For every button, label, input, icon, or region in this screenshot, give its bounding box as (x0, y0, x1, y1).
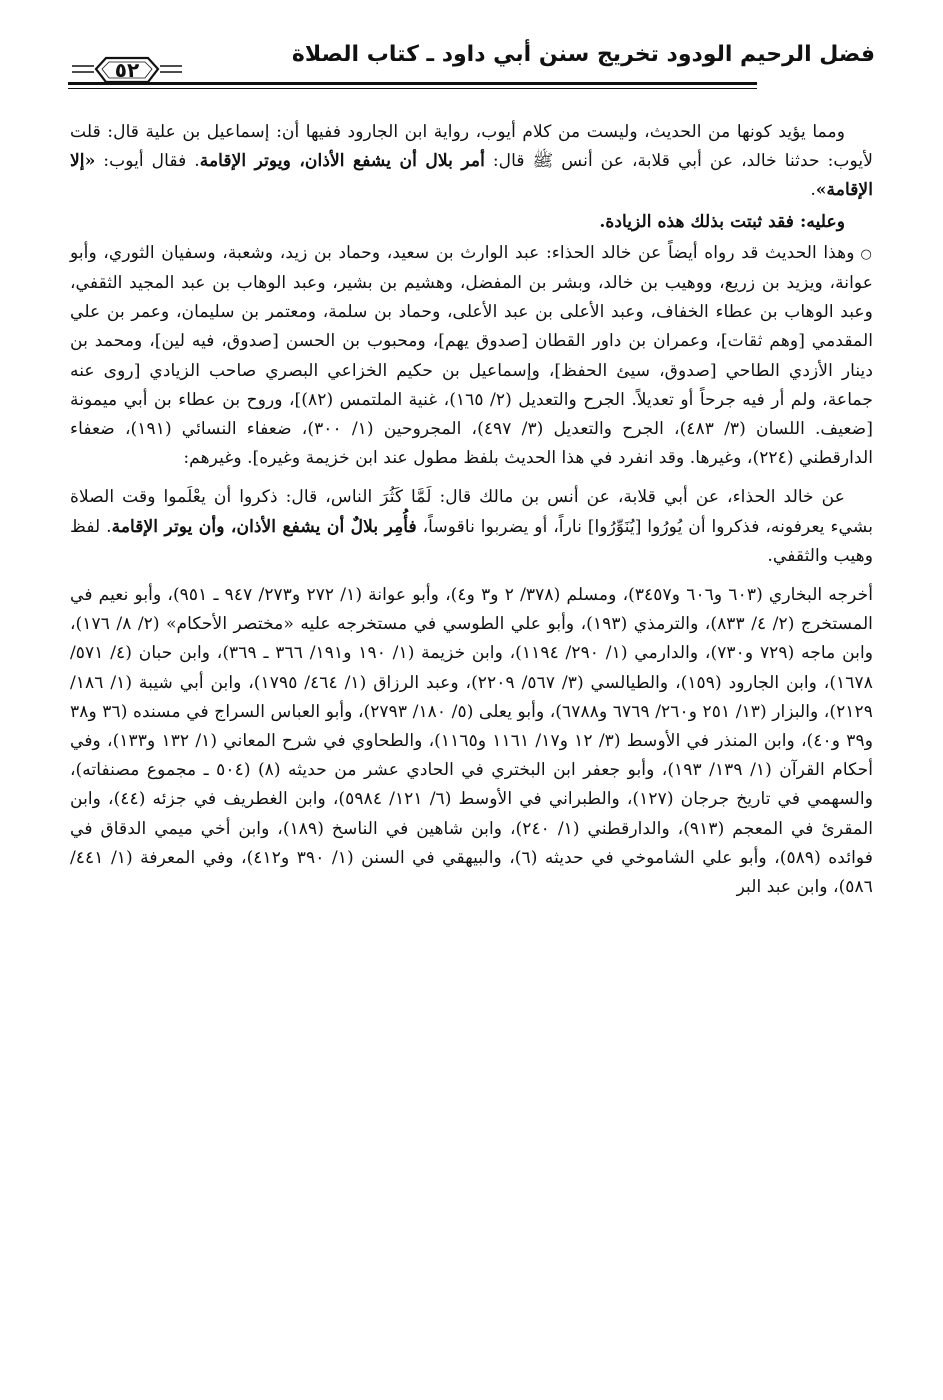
paragraph-text: وهذا الحديث قد رواه أيضاً عن خالد الحذاء: عبد الوارث بن سعيد، وحماد بن زيد، وشعبة، وسفيان الثوري، وأبو عوانة، ويزيد بن زريع، ووهيب بن خالد، وبشر بن المفضل، وهشيم بن بشير، وعبد الوهاب بن عبد المجيد الثقفي، وعبد الوهاب بن عطاء الخفاف، وعبد الأعلى بن عبد الأعلى، وحماد بن سلمة، ومعتمر بن سليمان، وعمر بن علي المقدمي [وهم ثقات]، وعمران بن داور القطان [صدوق يهم]، ومحبوب بن الحسن [صدوق، فيه لين]، ومحمد بن دينار الأزدي الطاحي [صدوق، سيئ الحفظ]، وإسماعيل بن حكيم الخزاعي البصري صاحب الزيادي [روى عنه جماعة، ولم أر فيه جرحاً أو تعديلاً. الجرح والتعديل (٢/ ١٦٥)، غنية الملتمس (٨٢)]، وروح بن عطاء بن أبي ميمونة [ضعيف. اللسان (٣/ ٤٨٣)، الجرح والتعديل (٣/ ٤٩٧)، المجروحين (١/ ٣٠٠)، ضعفاء النسائي (١٩١)، ضعفاء الدارقطني (٢٢٤)، وغيرها. وقد انفرد في هذا الحديث بلفظ مطول عند ابن خزيمة وغيره]. وغيرهم: (70, 242, 873, 469)
narrators-paragraph (70, 239, 873, 474)
running-title: فضل الرحيم الودود تخريج سنن أبي داود ـ كتاب الصلاة (291, 42, 875, 67)
paragraph-text: . (810, 180, 816, 201)
paragraph-text: ومما يؤيد كونها من الحديث، وليست من كلام أيوب، رواية ابن الجارود ففيها أن: إسماعيل بن علية قال: قلت لأيوب: حدثنا خالد، عن أبي قلابة، عن أنس ﷺ قال: (70, 122, 874, 172)
header-rule-thin (68, 88, 757, 89)
header-rule-thick (68, 82, 757, 85)
bullet-icon: ○ (860, 246, 874, 262)
paragraph-text: عن خالد الحذاء، عن أبي قلابة، عن أنس بن مالك قال: لَمَّا كَثُرَ الناس، قال: ذكروا أن يعْلَموا وقت الصلاة بشيء يعرفونه، فذكروا أن يُورُوا [يُنَوِّرُوا] ناراً، أو يضربوا ناقوساً، (70, 487, 873, 537)
hadith-text-paragraph (70, 483, 873, 571)
hadith-bold-quote: «إلا الإقامة» (70, 151, 873, 201)
takhrij-paragraph: أخرجه البخاري (٦٠٣ و٦٠٦ و٣٤٥٧)، ومسلم (٣٧٨/ ٢ و٣ و٤)، وأبو عوانة (١/ ٢٧٢ و٢٧٣/ ٩٤٧ ـ ٩٥١)، وأبو نعيم في المستخرج (٢/ ٤/ ٨٣٣)، والترمذي (١٩٣)، وأبو علي الطوسي في مستخرجه عليه «مختصر الأحكام» (٢/ ٨/ ١٧٦)، وابن ماجه (٧٢٩ و٧٣٠)، والدارمي (١/ ٢٩٠/ ١١٩٤)، وابن خزيمة (١/ ١٩٠ و١٩١/ ٣٦٦ ـ ٣٦٩)، وابن حبان (٤/ ٥٧١/ ١٦٧٨)، وابن الجارود (١٥٩)، والطيالسي (٣/ ٥٦٧/ ٢٢٠٩)، وعبد الرزاق (١/ ٤٦٤/ ١٧٩٥)، وابن أبي شيبة (١/ ١٨٦/ ٢١٢٩)، والبزار (١٣/ ٢٥١ و٢٦٠/ ٦٧٦٩ و٦٧٨٨)، وأبو يعلى (٥/ ١٨٠/ ٢٧٩٣)، وأبو العباس السراج في مسنده (٣٦ و٣٨ و٣٩ و٤٠)، وابن المنذر في الأوسط (٣/ ١٢ و١٧/ ١١٦١ و١١٦٥)، والطحاوي في شرح المعاني (١/ ١٣٢ و١٣٣)، وفي أحكام القرآن (١/ ١٣٩/ ١٩٣)، وأبو جعفر ابن البختري في الحادي عشر من حديثه (٨) (٥٠٤ ـ مجموع مصنفاته)، والسهمي في تاريخ جرجان (١٢٧)، والطبراني في الأوسط (٦/ ١٢١/ ٥٩٨٤)، وابن الغطريف في جزئه (٤٤)، وابن المقرئ في المعجم (٩١٣)، والدارقطني (١/ ٢٤٠)، وابن شاهين في الناسخ (١٨٩)، وابن أخي ميمي الدقاق في فوائده (٥٨٩)، وأبو علي الشاموخي في حديثه (٦)، والبيهقي في السنن (١/ ٣٩٠ و٤١٢)، وفي المعرفة (١/ ٤٤١/ ٥٨٦)، وابن عبد البر (70, 585, 874, 898)
paragraph-text: . فقال أيوب: (95, 151, 200, 172)
page-content (70, 118, 873, 902)
page-number: ٥٢ (114, 58, 140, 82)
hadith-bold-text: أمر بلال أن يشفع الأذان، ويوتر الإقامة (199, 151, 485, 172)
hadith-bold-text: فأُمِر بلالٌ أن يشفع الأذان، وأن يوتر الإقامة (111, 516, 417, 537)
paragraph-ibn-jarud (70, 118, 873, 206)
paragraph-text: . لفظ وهيب والثقفي. (70, 516, 873, 566)
conclusion-line: وعليه: فقد ثبتت بذلك هذه الزيادة. (599, 211, 845, 232)
page-header (68, 40, 875, 98)
